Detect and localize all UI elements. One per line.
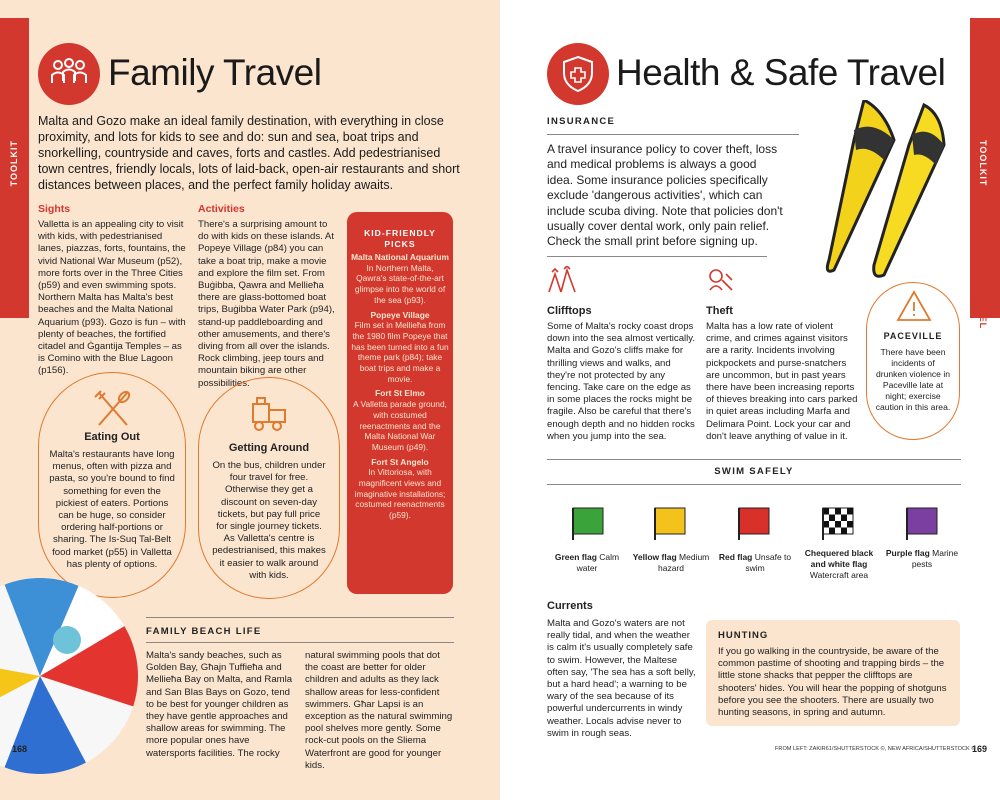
chequered-flag-caption (799, 548, 879, 581)
currents-text: Malta and Gozo's waters are not really tidal, and when the weather is calm it's usually completely safe to swim. However, the Maltese often say, 'The sea has a soft belly, but a hard head'; a warning to be wary of the sea because of its powerful undercurrents in windy weather. Locals advise never to swim in rough seas. (547, 618, 696, 739)
clifftops-heading: Clifftops (547, 305, 592, 317)
swim-safely-heading: SWIM SAFELY (714, 466, 794, 477)
kid-pick-text: Film set in Mellieħa from the 1980 film Popeye that has been turned into a fun theme park (p84); take boat trips and make a movie. (351, 320, 449, 384)
side-tab-toolkit: TOOLKIT (9, 140, 19, 187)
hunting-text: If you go walking in the countryside, be aware of the common pastime of shooting and trapping birds – the little stone shacks that pepper the clifftops are shooters' hides. You will hear the popping of shotguns before you see the shooters. There are usually two hunting seasons, in spring and autumn. (718, 646, 947, 719)
page-title: Family Travel (108, 52, 322, 93)
getting-around-title: Getting Around (228, 442, 310, 454)
eating-out-box (38, 372, 186, 598)
page-title: Health & Safe Travel (616, 52, 946, 93)
warning-icon (895, 289, 933, 323)
family-icon (38, 43, 100, 105)
kid-pick-text: In Northern Malta, Qawra's state-of-the-art glimpse into the world of the sea (p93). (354, 262, 446, 305)
kid-pick-name: Malta National Aquarium (351, 252, 449, 262)
kid-friendly-heading: KID-FRIENDLY PICKS (364, 228, 436, 249)
theft-icon (706, 266, 736, 294)
flag-name: Yellow flag (632, 552, 677, 562)
eating-out-text: Malta's restaurants have long menus, often with pizza and pasta, so you're bound to find something for even the pickiest of eaters. Portions can be huge, so consider ordering half-portions or sharing. The Is-Suq Tal-Belt food market (p55) in Valletta has plenty of options. (49, 449, 175, 570)
side-section-label: FAMILY TRAVEL (9, 196, 19, 279)
purple-flag-icon (905, 506, 941, 545)
flag-name: Purple flag (885, 548, 930, 558)
activities-text: There's a surprising amount to do with kids on these islands. At Popeye Village (p84) you can take a boat trip, make a movie and explore the film set. From Buġibba, Qawra and Mellieħa there are glass-bottomed boat trips, Buġibba Water Park (p94), stand-up paddleboarding and other amusements, and there's diving from all over the islands. Rock climbing, jeep tours and mountain biking are other possibilities. (198, 219, 335, 389)
side-tab-toolkit: TOOLKIT (978, 140, 988, 187)
eating-out-title: Eating Out (84, 431, 140, 443)
red-flag-icon (737, 506, 773, 545)
flag-meaning: Watercraft area (809, 570, 869, 580)
insurance-text: A travel insurance policy to cover theft, loss and medical problems is always a good idea. Some insurance policies specifically exclude 'dangerous activities', which can include scuba diving. Note that policies don't usually cover dental work, only pain relief. Check the small print before signing up. (547, 142, 783, 249)
getting-around-text: On the bus, children under four travel for free. Otherwise they get a discount on seven-day tickets, but pay full price for single journey tickets. As Valletta's centre is pedestrianised, this makes it easier to walk around with kids. (212, 460, 326, 581)
flag-row (547, 506, 967, 586)
flag-meaning: Marine pests (911, 548, 959, 569)
flag-meaning: Unsafe to swim (745, 552, 792, 573)
currents-heading: Currents (547, 600, 593, 612)
swim-fins-photo (824, 100, 974, 280)
beach-life-heading: FAMILY BEACH LIFE (146, 626, 262, 637)
beach-life-col2: natural swimming pools that dot the coast are better for older children and adults as they lack shallow areas for less-confident swimmers. Għar Lapsi is an exception as the natural swimming pool shelves more gently. Some rock-cut pools on the Sliema Waterfront are good for younger kids. (305, 650, 453, 771)
side-section-label: HEALTH & SAFE TRAVEL (978, 200, 988, 330)
clifftops-text: Some of Malta's rocky coast drops down into the sea almost vertically. Malta and Gozo's cliffs make for thrilling views and walks, and they're not protected by any fencing. Take care on the edge as in some places the rocks might be fragile. Also be careful that there's enough depth and no hidden rocks when you jump into the sea. (547, 321, 696, 442)
divider (146, 642, 454, 643)
beach-life-col1: Malta's sandy beaches, such as Golden Bay, Għajn Tuffieħa and Mellieħa Bay on Malta, and Ramla and San Blas Bays on Gozo, tend to be best for younger children as they have gentle approaches and shallow areas for swimming. The more popular ones have watersports facilities. The rocky (146, 650, 293, 759)
getting-around-box (198, 377, 340, 599)
purple-flag-caption (881, 548, 963, 570)
green-flag-icon (571, 506, 607, 545)
red-flag-caption (717, 552, 793, 574)
hunting-heading: HUNTING (718, 630, 769, 641)
divider (547, 459, 961, 460)
kid-friendly-box (347, 212, 453, 594)
right-page (500, 0, 1000, 800)
hunting-box (706, 620, 960, 726)
theft-heading: Theft (706, 305, 733, 317)
sights-text: Valletta is an appealing city to visit with kids, with pedestrianised lanes, piazzas, forts, fountains, the vivid National War Museum (p52), more forts over in the Three Cities (p59) and even swimming spots. Northern Malta has Malta's best beaches and the Malta National Aquarium (p93). Gozo is fun – with plenty of beaches, the fortified citadel and Ġgantija Temples – as is Comino with the Blue Lagoon (p156). (38, 219, 186, 377)
flag-name: Green flag (554, 552, 597, 562)
photo-credit: FROM LEFT: ZAKIR61/SHUTTERSTOCK ©, NEW AFRICA/SHUTTERSTOCK © (775, 746, 976, 752)
flag-meaning: Calm water (576, 552, 620, 573)
divider (547, 256, 767, 257)
flag-name: Chequered black and white flag (804, 548, 874, 569)
green-flag-caption (547, 552, 627, 574)
kid-pick-name: Fort St Angelo (371, 456, 429, 467)
page-number: 169 (972, 744, 988, 754)
paceville-box (866, 282, 960, 440)
intro-text: Malta and Gozo make an ideal family destination, with everything in close proximity, and lots for kids to see and do: sun and sea, boat trips and snorkelling, countryside and caves, forts and castles. Add pedestrianised town centres, friendly locals, lots of laid-back, open-air restaurants and short distances between places, and the perfect family holiday awaits. (38, 114, 460, 192)
shield-icon (547, 43, 609, 105)
cutlery-icon (91, 389, 135, 429)
page-number: 168 (12, 744, 28, 754)
theft-text: Malta has a low rate of violent crime, and crimes against visitors are a rarity. Incidents involving pickpockets and purse-snatchers are uncommon, but in past years there have been increasing reports of thieves breaking into cars parked in quiet areas including Marfa and Delimara Point. Lock your car and don't leave anything of value in it. (706, 321, 858, 442)
cliff-icon (547, 266, 577, 294)
yellow-flag-caption (631, 552, 711, 574)
kid-friendly-list (351, 252, 449, 521)
activities-heading: Activities (198, 203, 245, 215)
divider (547, 484, 961, 485)
insurance-heading: INSURANCE (547, 116, 616, 127)
sights-heading: Sights (38, 203, 71, 215)
paceville-heading: PACEVILLE (883, 331, 943, 341)
flag-meaning: Medium hazard (658, 552, 710, 573)
yellow-flag-icon (653, 506, 689, 545)
flag-name: Red flag (718, 552, 753, 562)
toy-train-icon (247, 394, 291, 432)
kid-pick-name: Popeye Village (370, 309, 430, 320)
kid-pick-name: Fort St Elmo (375, 388, 425, 399)
kid-pick-text: A Valletta parade ground, with costumed reenactments and the Malta National War Museum (p49). (353, 399, 447, 452)
paceville-text: There have been incidents of drunken violence in Paceville late at night; exercise caution in this area. (875, 347, 951, 412)
chequered-flag-icon (821, 506, 857, 545)
divider (146, 617, 454, 618)
divider (547, 134, 799, 135)
kid-pick-text: In Vittoriosa, with magnificent views and imaginative installations; costumed reenactments (p59). (354, 467, 446, 521)
